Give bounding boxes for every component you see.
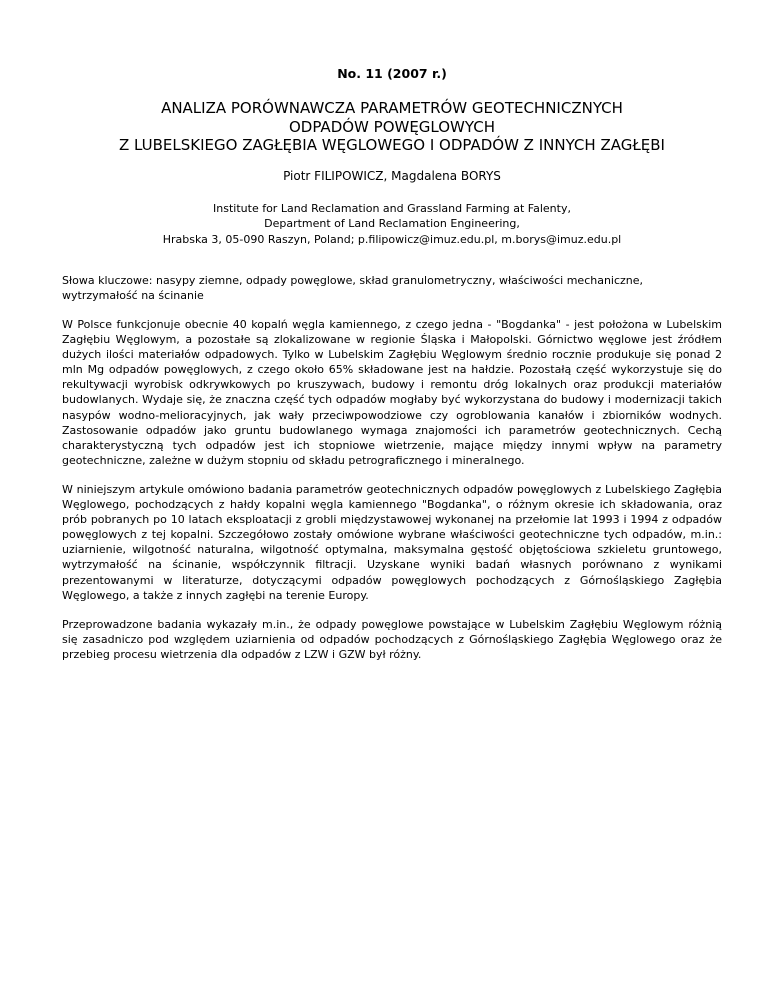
keywords: Słowa kluczowe: nasypy ziemne, odpady powęglowe, skład granulometryczny, właściwości mechaniczne, wytrzymałość na ścinanie — [62, 274, 644, 302]
issue-number: No. 11 (2007 r.) — [337, 66, 447, 81]
abstract-paragraph-3: Przeprowadzone badania wykazały m.in., że odpady powęglowe powstające w Lubelskim Zagłębiu Węglowym różnią się zasadniczo pod względem uziarnienia od odpadów pochodzących z Górnośląskiego Zagłębia Węglowego oraz że przebieg procesu wietrzenia dla odpadów z LZW i GZW był różny. — [62, 617, 722, 661]
affiliation-line: Hrabska 3, 05-090 Raszyn, Poland; p.filipowicz@imuz.edu.pl, m.borys@imuz.edu.pl — [162, 232, 622, 246]
abstract-paragraph-2: W niniejszym artykule omówiono badania parametrów geotechnicznych odpadów powęglowych z Lubelskiego Zagłębia Węglowego, pochodzących z hałdy kopalni węgla kamiennego "Bogdanka", o różnym okresie ich składowania, oraz prób pobranych po 10 latach eksploatacji z grobli międzystawowej wykonanej na przełomie lat 1993 i 1994 z odpadów powęglowych z tej kopalni. Szczegółowo zostały omówione wybrane właściwości geotechniczne tych odpadów, m.in.: uziarnienie, wilgotność naturalna, wilgotność optymalna, maksymalna gęstość objętościowa szkieletu gruntowego, wytrzymałość na ścinanie, współczynnik filtracji. Uzyskane wyniki badań własnych porównano z wynikami prezentowanymi w literaturze, dotyczącymi odpadów powęglowych pochodzących z Górnośląskiego Zagłębia Węglowego, a także z innych zagłębi na terenie Europy. — [62, 482, 722, 602]
title-line: Z LUBELSKIEGO ZAGŁĘBIA WĘGLOWEGO I ODPADÓW Z INNYCH ZAGŁĘBI — [119, 136, 665, 154]
affiliation-line: Department of Land Reclamation Engineering, — [264, 217, 520, 230]
article-title — [62, 99, 722, 155]
affiliation — [62, 201, 722, 248]
authors: Piotr FILIPOWICZ, Magdalena BORYS — [283, 168, 501, 183]
affiliation-line: Institute for Land Reclamation and Grassland Farming at Falenty, — [213, 201, 571, 215]
abstract-paragraph-1: W Polsce funkcjonuje obecnie 40 kopalń węgla kamiennego, z czego jedna - "Bogdanka" - jest położona w Lubelskim Zagłębiu Węglowym, a pozostałe są zlokalizowane w regionie Śląska i Małopolski. Górnictwo węglowe jest źródłem dużych ilości materiałów odpadowych. Tylko w Lubelskim Zagłębiu Węglowym średnio rocznie produkuje się ponad 2 mln Mg odpadów powęglowych, z czego około 65% składowane jest na hałdzie. Pozostałą część wykorzystuje się do rekultywacji wyrobisk odkrywkowych po kruszywach, budowy i remontu dróg lokalnych oraz produkcji materiałów budowlanych. Wydaje się, że znaczna część tych odpadów mogłaby być wykorzystana do budowy i modernizacji takich nasypów wodno-melioracyjnych, jak wały przeciwpowodziowe czy ogroblowania kanałów i zbiorników wodnych. Zastosowanie odpadów jako gruntu budowlanego wymaga znajomości ich parametrów geotechnicznych. Cechą charakterystyczną tych odpadów jest ich stopniowe wietrzenie, mające między innymi wpływ na parametry geotechniczne, zależne w dużym stopniu od składu petrograficznego i mineralnego. — [62, 318, 722, 467]
title-line: ODPADÓW POWĘGLOWYCH — [288, 117, 495, 136]
title-line: ANALIZA PORÓWNAWCZA PARAMETRÓW GEOTECHNICZNYCH — [161, 99, 623, 117]
